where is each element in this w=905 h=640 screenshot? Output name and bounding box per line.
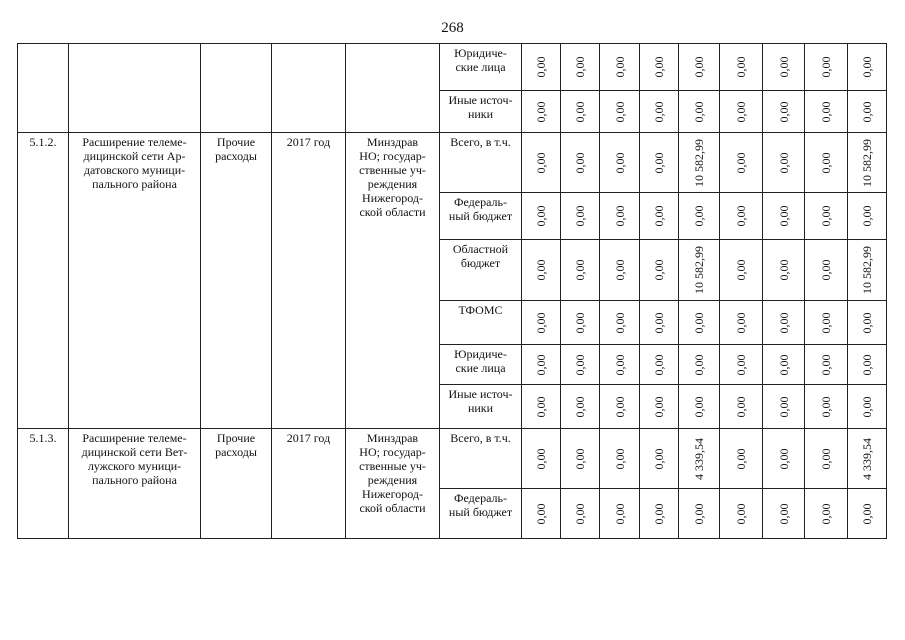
value-text: 10 582,99 xyxy=(860,138,874,187)
value-text: 0,00 xyxy=(652,448,666,469)
value-cell xyxy=(720,240,763,301)
funding-source: Юридиче- ские лица xyxy=(440,345,522,385)
value-text: 0,00 xyxy=(692,205,706,227)
value-cell xyxy=(600,429,640,489)
value-text: 0,00 xyxy=(776,396,791,417)
value-cell xyxy=(640,91,679,133)
value-text: 0,00 xyxy=(652,56,666,78)
responsible-organization xyxy=(346,44,440,133)
value-text: 4 339,54 xyxy=(860,437,874,480)
value-text: 0,00 xyxy=(734,101,748,122)
expense-type xyxy=(201,44,272,133)
value-cell xyxy=(805,489,848,539)
value-cell xyxy=(763,301,805,345)
value-cell xyxy=(763,133,805,193)
value-cell xyxy=(640,489,679,539)
funding-source: Федераль- ный бюджет xyxy=(440,193,522,240)
value-cell xyxy=(600,193,640,240)
value-text: 0,00 xyxy=(734,56,748,78)
value-cell xyxy=(805,91,848,133)
value-cell xyxy=(600,240,640,301)
value-cell xyxy=(848,91,887,133)
value-text: 0,00 xyxy=(534,56,548,78)
value-text: 0,00 xyxy=(734,259,748,281)
value-text: 0,00 xyxy=(652,101,666,122)
value-text: 0,00 xyxy=(692,396,706,417)
value-text: 0,00 xyxy=(692,56,706,78)
expense-type: Прочие расходы xyxy=(201,133,272,429)
value-text: 0,00 xyxy=(776,259,791,281)
value-text: 0,00 xyxy=(652,354,666,375)
value-cell xyxy=(848,133,887,193)
budget-table xyxy=(17,43,887,539)
value-cell xyxy=(848,44,887,91)
value-text: 0,00 xyxy=(776,101,791,122)
value-text: 0,00 xyxy=(734,354,748,375)
value-cell xyxy=(679,193,720,240)
value-cell xyxy=(720,489,763,539)
funding-source: Всего, в т.ч. xyxy=(440,133,522,193)
value-cell xyxy=(720,345,763,385)
value-cell xyxy=(679,240,720,301)
value-text: 0,00 xyxy=(776,205,791,227)
value-text: 0,00 xyxy=(692,354,706,375)
value-text: 0,00 xyxy=(573,448,587,469)
value-cell xyxy=(848,345,887,385)
value-cell xyxy=(720,301,763,345)
value-cell xyxy=(679,301,720,345)
value-text: 0,00 xyxy=(573,205,587,227)
value-text: 10 582,99 xyxy=(692,246,706,294)
value-text: 0,00 xyxy=(860,354,874,375)
funding-source: Областной бюджет xyxy=(440,240,522,301)
value-cell xyxy=(805,133,848,193)
value-text: 0,00 xyxy=(860,56,874,78)
value-text: 0,00 xyxy=(573,312,587,333)
value-text: 0,00 xyxy=(692,312,706,333)
value-cell xyxy=(561,91,600,133)
value-cell xyxy=(561,429,600,489)
value-text: 0,00 xyxy=(573,56,587,78)
item-name: Расширение телеме- дицинской сети Ар- датовского муници- пального района xyxy=(69,133,201,429)
value-text: 0,00 xyxy=(612,259,627,281)
value-text: 0,00 xyxy=(734,448,748,469)
value-cell xyxy=(679,429,720,489)
value-cell xyxy=(522,385,561,429)
value-text: 0,00 xyxy=(534,396,548,417)
value-cell xyxy=(679,385,720,429)
value-cell xyxy=(848,301,887,345)
value-cell xyxy=(763,489,805,539)
expense-type: Прочие расходы xyxy=(201,429,272,539)
value-cell xyxy=(679,91,720,133)
value-text: 0,00 xyxy=(534,448,548,469)
value-text: 0,00 xyxy=(776,152,791,173)
value-text: 0,00 xyxy=(534,312,548,333)
item-year: 2017 год xyxy=(272,133,346,429)
value-cell xyxy=(640,133,679,193)
funding-source: Иные источ- ники xyxy=(440,385,522,429)
value-text: 0,00 xyxy=(734,152,748,173)
value-text: 0,00 xyxy=(734,205,748,227)
value-cell xyxy=(561,240,600,301)
value-cell xyxy=(763,44,805,91)
value-cell xyxy=(848,489,887,539)
value-text: 0,00 xyxy=(860,396,874,417)
value-text: 0,00 xyxy=(819,312,833,333)
item-name: Расширение телеме- дицинской сети Вет- лужского муници- пального района xyxy=(69,429,201,539)
value-text: 0,00 xyxy=(734,312,748,333)
value-cell xyxy=(848,193,887,240)
value-text: 0,00 xyxy=(612,152,627,173)
value-text: 0,00 xyxy=(819,101,833,122)
item-number: 5.1.2. xyxy=(18,133,69,429)
value-cell xyxy=(679,44,720,91)
value-text: 0,00 xyxy=(612,101,627,122)
funding-source: ТФОМС xyxy=(440,301,522,345)
value-cell xyxy=(522,91,561,133)
value-cell xyxy=(522,489,561,539)
responsible-organization: Минздрав НО; государ- ственные уч- реждения Нижегород- ской области xyxy=(346,429,440,539)
value-text: 0,00 xyxy=(612,205,627,227)
value-cell xyxy=(848,240,887,301)
value-text: 0,00 xyxy=(860,312,874,333)
value-text: 0,00 xyxy=(534,503,548,524)
value-text: 0,00 xyxy=(860,205,874,227)
table-row xyxy=(18,429,887,489)
value-cell xyxy=(522,44,561,91)
value-cell xyxy=(763,385,805,429)
value-cell xyxy=(600,489,640,539)
value-cell xyxy=(640,44,679,91)
value-text: 0,00 xyxy=(776,354,791,375)
value-cell xyxy=(600,345,640,385)
value-text: 0,00 xyxy=(652,205,666,227)
value-cell xyxy=(600,301,640,345)
value-text: 0,00 xyxy=(573,354,587,375)
value-cell xyxy=(522,193,561,240)
value-text: 0,00 xyxy=(534,101,548,122)
value-text: 0,00 xyxy=(776,312,791,333)
value-text: 0,00 xyxy=(534,259,548,281)
value-cell xyxy=(763,345,805,385)
value-text: 0,00 xyxy=(776,56,791,78)
value-text: 0,00 xyxy=(573,396,587,417)
value-text: 0,00 xyxy=(776,503,791,524)
value-cell xyxy=(561,301,600,345)
item-year xyxy=(272,44,346,133)
value-cell xyxy=(522,429,561,489)
value-cell xyxy=(805,240,848,301)
value-text: 0,00 xyxy=(819,354,833,375)
responsible-organization: Минздрав НО; государ- ственные уч- реждения Нижегород- ской области xyxy=(346,133,440,429)
value-text: 0,00 xyxy=(652,503,666,524)
value-text: 0,00 xyxy=(534,205,548,227)
value-cell xyxy=(561,193,600,240)
value-cell xyxy=(679,133,720,193)
value-text: 0,00 xyxy=(612,396,627,417)
value-cell xyxy=(848,385,887,429)
value-text: 0,00 xyxy=(573,101,587,122)
value-cell xyxy=(640,385,679,429)
value-text: 0,00 xyxy=(692,503,706,524)
value-text: 0,00 xyxy=(652,259,666,281)
value-cell xyxy=(720,91,763,133)
value-cell xyxy=(561,44,600,91)
value-cell xyxy=(679,345,720,385)
value-text: 0,00 xyxy=(534,354,548,375)
value-cell xyxy=(640,429,679,489)
value-cell xyxy=(805,193,848,240)
table-row xyxy=(18,44,887,91)
value-cell xyxy=(763,91,805,133)
value-text: 0,00 xyxy=(734,396,748,417)
value-cell xyxy=(720,193,763,240)
value-cell xyxy=(522,133,561,193)
value-cell xyxy=(805,345,848,385)
value-text: 0,00 xyxy=(692,101,706,122)
value-cell xyxy=(679,489,720,539)
value-cell xyxy=(763,240,805,301)
value-cell xyxy=(600,91,640,133)
value-text: 0,00 xyxy=(819,152,833,173)
value-cell xyxy=(561,385,600,429)
value-text: 0,00 xyxy=(652,152,666,173)
value-cell xyxy=(640,193,679,240)
value-text: 0,00 xyxy=(860,503,874,524)
value-text: 0,00 xyxy=(612,56,627,78)
value-cell xyxy=(763,193,805,240)
value-cell xyxy=(805,44,848,91)
value-text: 0,00 xyxy=(612,448,627,469)
value-cell xyxy=(522,240,561,301)
value-text: 10 582,99 xyxy=(692,138,706,187)
value-text: 0,00 xyxy=(734,503,748,524)
item-year: 2017 год xyxy=(272,429,346,539)
value-text: 0,00 xyxy=(652,312,666,333)
value-text: 0,00 xyxy=(819,503,833,524)
value-text: 0,00 xyxy=(534,152,548,173)
value-text: 10 582,99 xyxy=(860,246,874,294)
value-cell xyxy=(600,385,640,429)
item-number: 5.1.3. xyxy=(18,429,69,539)
value-cell xyxy=(805,301,848,345)
value-cell xyxy=(763,429,805,489)
value-cell xyxy=(522,301,561,345)
value-cell xyxy=(720,133,763,193)
value-cell xyxy=(600,44,640,91)
value-cell xyxy=(640,240,679,301)
value-cell xyxy=(805,385,848,429)
value-cell xyxy=(640,345,679,385)
value-text: 0,00 xyxy=(860,101,874,122)
value-cell xyxy=(640,301,679,345)
value-text: 0,00 xyxy=(776,448,791,469)
value-text: 0,00 xyxy=(819,205,833,227)
value-text: 0,00 xyxy=(819,56,833,78)
value-cell xyxy=(561,133,600,193)
table-row xyxy=(18,133,887,193)
item-number xyxy=(18,44,69,133)
value-cell xyxy=(720,429,763,489)
funding-source: Юридиче- ские лица xyxy=(440,44,522,91)
value-cell xyxy=(561,345,600,385)
item-name xyxy=(69,44,201,133)
value-text: 0,00 xyxy=(652,396,666,417)
value-text: 0,00 xyxy=(612,354,627,375)
value-text: 0,00 xyxy=(819,259,833,281)
funding-source: Федераль- ный бюджет xyxy=(440,489,522,539)
value-text: 0,00 xyxy=(819,396,833,417)
value-text: 0,00 xyxy=(819,448,833,469)
value-text: 0,00 xyxy=(612,503,627,524)
value-text: 4 339,54 xyxy=(692,437,706,480)
value-text: 0,00 xyxy=(612,312,627,333)
value-text: 0,00 xyxy=(573,503,587,524)
value-text: 0,00 xyxy=(573,259,587,281)
value-cell xyxy=(561,489,600,539)
funding-source: Всего, в т.ч. xyxy=(440,429,522,489)
funding-source: Иные источ- ники xyxy=(440,91,522,133)
value-cell xyxy=(600,133,640,193)
value-cell xyxy=(848,429,887,489)
value-text: 0,00 xyxy=(573,152,587,173)
value-cell xyxy=(805,429,848,489)
value-cell xyxy=(522,345,561,385)
page-number: 268 xyxy=(441,20,464,36)
value-cell xyxy=(720,385,763,429)
value-cell xyxy=(720,44,763,91)
